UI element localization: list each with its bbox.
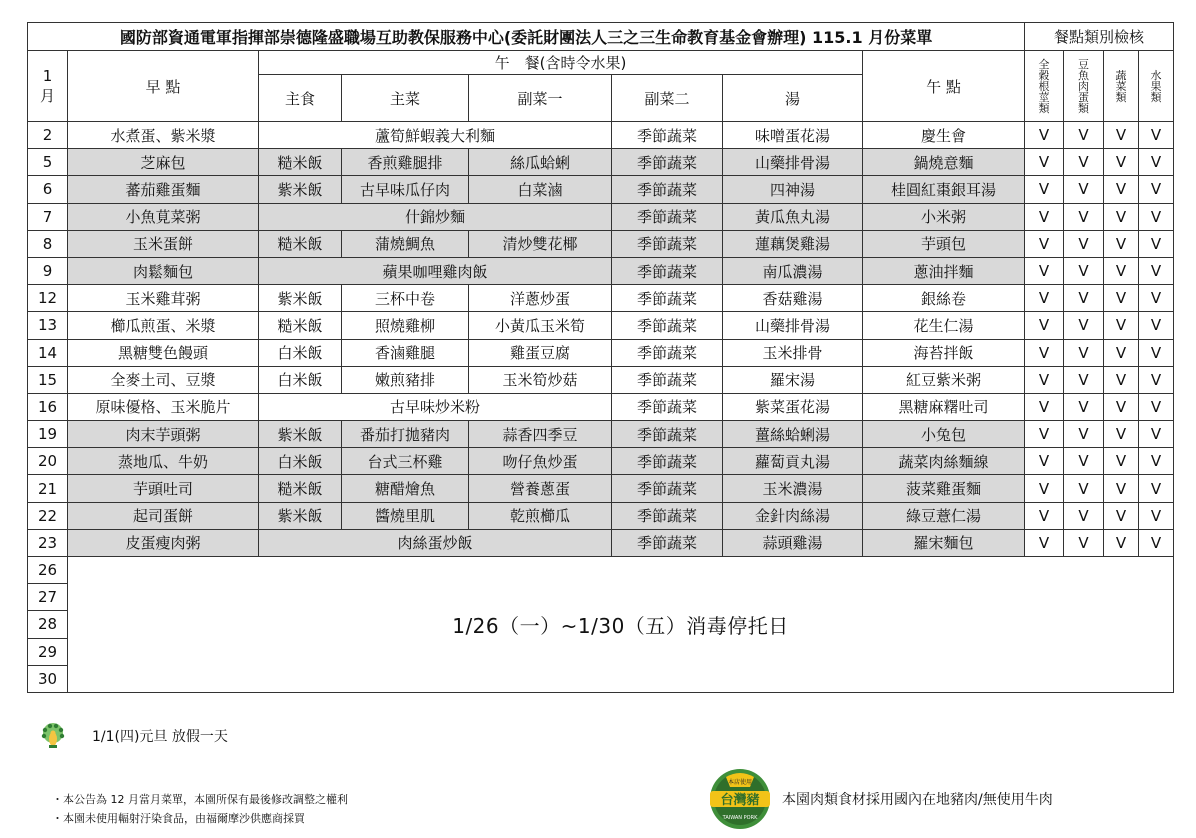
check-cell: V xyxy=(1025,149,1064,176)
soup-cell: 紫菜蛋花湯 xyxy=(723,393,863,420)
side1-header: 副菜一 xyxy=(469,75,612,122)
main-cell: 嫩煎豬排 xyxy=(342,366,469,393)
snack-cell: 海苔拌飯 xyxy=(863,339,1025,366)
check-cell: V xyxy=(1104,230,1139,257)
taiwan-pork-note xyxy=(706,767,1053,831)
side1-cell: 玉米筍炒菇 xyxy=(469,366,612,393)
check-col-char: 類 xyxy=(1078,101,1090,115)
snack-cell: 羅宋麵包 xyxy=(863,529,1025,556)
side2-cell: 季節蔬菜 xyxy=(612,285,723,312)
check-cell: V xyxy=(1064,257,1104,284)
check-cell: V xyxy=(1104,312,1139,339)
lunch-combined-cell: 蘋果咖哩雞肉飯 xyxy=(259,257,612,284)
lunch-combined-cell: 肉絲蛋炒飯 xyxy=(259,529,612,556)
side1-cell: 清炒雙花椰 xyxy=(469,230,612,257)
footnote-item: ・本公告為 12 月當月菜單，本園所保有最後修改調整之權利 xyxy=(52,793,348,806)
day-cell: 27 xyxy=(28,584,68,611)
side2-cell: 季節蔬菜 xyxy=(612,203,723,230)
day-cell: 14 xyxy=(28,339,68,366)
check-cell: V xyxy=(1139,421,1174,448)
main-cell: 醬燒里肌 xyxy=(342,502,469,529)
table-row xyxy=(28,529,1174,556)
main-cell: 蒲燒鯛魚 xyxy=(342,230,469,257)
staple-cell: 紫米飯 xyxy=(259,421,342,448)
check-cell: V xyxy=(1139,312,1174,339)
soup-cell: 玉米排骨 xyxy=(723,339,863,366)
check-cell: V xyxy=(1104,393,1139,420)
table-row xyxy=(28,230,1174,257)
breakfast-cell: 小魚莧菜粥 xyxy=(68,203,259,230)
side2-cell: 季節蔬菜 xyxy=(612,529,723,556)
staple-cell: 紫米飯 xyxy=(259,285,342,312)
soup-cell: 南瓜濃湯 xyxy=(723,257,863,284)
check-cell: V xyxy=(1025,203,1064,230)
check-col-char: 類 xyxy=(1038,101,1050,115)
check-col-char: 豆 xyxy=(1078,57,1090,71)
staple-cell: 糙米飯 xyxy=(259,475,342,502)
check-cell: V xyxy=(1139,448,1174,475)
breakfast-cell: 蒸地瓜、牛奶 xyxy=(68,448,259,475)
check-col-grains xyxy=(1025,51,1064,122)
soup-header: 湯 xyxy=(723,75,863,122)
check-cell: V xyxy=(1104,448,1139,475)
check-cell: V xyxy=(1104,176,1139,203)
day-cell: 16 xyxy=(28,393,68,420)
check-cell: V xyxy=(1104,421,1139,448)
side1-cell: 雞蛋豆腐 xyxy=(469,339,612,366)
check-cell: V xyxy=(1139,230,1174,257)
check-cell: V xyxy=(1064,339,1104,366)
main-cell: 照燒雞柳 xyxy=(342,312,469,339)
breakfast-cell: 皮蛋瘦肉粥 xyxy=(68,529,259,556)
breakfast-header: 早 點 xyxy=(68,51,259,122)
table-row xyxy=(28,122,1174,149)
breakfast-cell: 肉鬆麵包 xyxy=(68,257,259,284)
day-cell: 23 xyxy=(28,529,68,556)
day-cell: 2 xyxy=(28,122,68,149)
taiwan-pork-logo xyxy=(706,767,774,831)
day-cell: 21 xyxy=(28,475,68,502)
check-cell: V xyxy=(1064,475,1104,502)
side2-header: 副菜二 xyxy=(612,75,723,122)
breakfast-cell: 黑糖雙色饅頭 xyxy=(68,339,259,366)
check-cell: V xyxy=(1139,475,1174,502)
check-col-char: 水 xyxy=(1150,68,1162,82)
snack-cell: 桂圓紅棗銀耳湯 xyxy=(863,176,1025,203)
side1-cell: 白菜滷 xyxy=(469,176,612,203)
soup-cell: 味噌蛋花湯 xyxy=(723,122,863,149)
side1-cell: 絲瓜蛤蜊 xyxy=(469,149,612,176)
month-char: 月 xyxy=(39,86,55,105)
staple-cell: 白米飯 xyxy=(259,339,342,366)
check-col-char: 穀 xyxy=(1038,68,1050,82)
side1-cell: 營養蔥蛋 xyxy=(469,475,612,502)
lunch-combined-cell: 蘆筍鮮蝦義大利麵 xyxy=(259,122,612,149)
check-col-char: 類 xyxy=(1115,90,1127,104)
table-row xyxy=(28,366,1174,393)
staple-cell: 白米飯 xyxy=(259,366,342,393)
check-cell: V xyxy=(1139,149,1174,176)
staple-cell: 紫米飯 xyxy=(259,502,342,529)
check-cell: V xyxy=(1139,257,1174,284)
check-cell: V xyxy=(1064,366,1104,393)
day-cell: 13 xyxy=(28,312,68,339)
svg-text:台灣豬: 台灣豬 xyxy=(720,793,760,808)
table-row xyxy=(28,203,1174,230)
snack-cell: 蔬菜肉絲麵線 xyxy=(863,448,1025,475)
soup-cell: 黃瓜魚丸湯 xyxy=(723,203,863,230)
side2-cell: 季節蔬菜 xyxy=(612,257,723,284)
staple-cell: 糙米飯 xyxy=(259,312,342,339)
soup-cell: 四神湯 xyxy=(723,176,863,203)
table-row xyxy=(28,257,1174,284)
day-cell: 28 xyxy=(28,611,68,638)
check-cell: V xyxy=(1104,529,1139,556)
main-cell: 香滷雞腿 xyxy=(342,339,469,366)
table-row xyxy=(28,421,1174,448)
snack-cell: 小兔包 xyxy=(863,421,1025,448)
staple-cell: 紫米飯 xyxy=(259,176,342,203)
side1-cell: 吻仔魚炒蛋 xyxy=(469,448,612,475)
soup-cell: 羅宋湯 xyxy=(723,366,863,393)
staple-cell: 白米飯 xyxy=(259,448,342,475)
check-cell: V xyxy=(1025,339,1064,366)
check-cell: V xyxy=(1025,285,1064,312)
table-row xyxy=(28,312,1174,339)
check-cell: V xyxy=(1025,448,1064,475)
check-cell: V xyxy=(1104,339,1139,366)
day-cell: 5 xyxy=(28,149,68,176)
check-cell: V xyxy=(1025,230,1064,257)
check-cell: V xyxy=(1025,421,1064,448)
check-cell: V xyxy=(1139,122,1174,149)
main-cell: 糖醋燴魚 xyxy=(342,475,469,502)
check-cell: V xyxy=(1104,122,1139,149)
breakfast-cell: 原味優格、玉米脆片 xyxy=(68,393,259,420)
check-cell: V xyxy=(1064,312,1104,339)
check-cell: V xyxy=(1025,393,1064,420)
svg-text:本店使用: 本店使用 xyxy=(727,779,753,786)
check-col-char: 魚 xyxy=(1078,68,1090,82)
check-cell: V xyxy=(1064,421,1104,448)
breakfast-cell: 芋頭吐司 xyxy=(68,475,259,502)
holiday-note-text: 1/1(四)元旦 放假一天 xyxy=(92,729,228,745)
check-cell: V xyxy=(1104,285,1139,312)
day-cell: 19 xyxy=(28,421,68,448)
day-cell: 22 xyxy=(28,502,68,529)
table-row xyxy=(28,502,1174,529)
check-cell: V xyxy=(1064,203,1104,230)
staple-cell: 糙米飯 xyxy=(259,149,342,176)
snack-cell: 菠菜雞蛋麵 xyxy=(863,475,1025,502)
side2-cell: 季節蔬菜 xyxy=(612,230,723,257)
day-cell: 15 xyxy=(28,366,68,393)
footnotes xyxy=(52,790,348,828)
side2-cell: 季節蔬菜 xyxy=(612,176,723,203)
soup-cell: 薑絲蛤蜊湯 xyxy=(723,421,863,448)
check-cell: V xyxy=(1139,366,1174,393)
day-cell: 29 xyxy=(28,638,68,665)
check-col-char: 全 xyxy=(1038,57,1050,71)
check-col-vegetables xyxy=(1104,51,1139,122)
day-cell: 26 xyxy=(28,557,68,584)
table-row xyxy=(28,149,1174,176)
day-cell: 6 xyxy=(28,176,68,203)
check-cell: V xyxy=(1025,366,1064,393)
check-col-protein xyxy=(1064,51,1104,122)
lunch-combined-cell: 古早味炒米粉 xyxy=(259,393,612,420)
side1-cell: 洋蔥炒蛋 xyxy=(469,285,612,312)
day-cell: 7 xyxy=(28,203,68,230)
holiday-note xyxy=(36,722,228,750)
check-col-char: 蛋 xyxy=(1078,90,1090,104)
table-row xyxy=(28,557,1174,584)
snack-cell: 銀絲卷 xyxy=(863,285,1025,312)
lunch-header: 午 餐(含時令水果) xyxy=(259,51,863,75)
breakfast-cell: 全麥土司、豆漿 xyxy=(68,366,259,393)
soup-cell: 蘿蔔貢丸湯 xyxy=(723,448,863,475)
soup-cell: 蓮藕煲雞湯 xyxy=(723,230,863,257)
check-cell: V xyxy=(1139,393,1174,420)
check-cell: V xyxy=(1064,149,1104,176)
check-cell: V xyxy=(1064,448,1104,475)
side2-cell: 季節蔬菜 xyxy=(612,421,723,448)
check-cell: V xyxy=(1139,339,1174,366)
breakfast-cell: 起司蛋餅 xyxy=(68,502,259,529)
side2-cell: 季節蔬菜 xyxy=(612,475,723,502)
check-col-char: 根 xyxy=(1038,79,1050,93)
breakfast-cell: 肉末芋頭粥 xyxy=(68,421,259,448)
snack-cell: 黑糖麻糬吐司 xyxy=(863,393,1025,420)
snack-cell: 鍋燒意麵 xyxy=(863,149,1025,176)
table-row xyxy=(28,393,1174,420)
soup-cell: 山藥排骨湯 xyxy=(723,312,863,339)
check-col-char: 蔬 xyxy=(1115,68,1127,82)
snack-cell: 蔥油拌麵 xyxy=(863,257,1025,284)
main-cell: 台式三杯雞 xyxy=(342,448,469,475)
peacock-icon xyxy=(36,722,70,750)
snack-cell: 小米粥 xyxy=(863,203,1025,230)
day-cell: 20 xyxy=(28,448,68,475)
table-row xyxy=(28,339,1174,366)
soup-cell: 玉米濃湯 xyxy=(723,475,863,502)
soup-cell: 金針肉絲湯 xyxy=(723,502,863,529)
table-row xyxy=(28,448,1174,475)
side2-cell: 季節蔬菜 xyxy=(612,149,723,176)
check-cell: V xyxy=(1139,203,1174,230)
check-cell: V xyxy=(1064,230,1104,257)
side1-cell: 小黃瓜玉米筍 xyxy=(469,312,612,339)
snack-cell: 花生仁湯 xyxy=(863,312,1025,339)
table-row xyxy=(28,475,1174,502)
closed-notice: 1/26（一）~1/30（五）消毒停托日 xyxy=(68,557,1174,693)
check-header: 餐點類別檢核 xyxy=(1025,23,1174,51)
check-cell: V xyxy=(1064,176,1104,203)
snack-cell: 紅豆紫米粥 xyxy=(863,366,1025,393)
breakfast-cell: 玉米蛋餅 xyxy=(68,230,259,257)
check-cell: V xyxy=(1025,529,1064,556)
main-cell: 香煎雞腿排 xyxy=(342,149,469,176)
check-cell: V xyxy=(1104,475,1139,502)
day-cell: 30 xyxy=(28,665,68,692)
side2-cell: 季節蔬菜 xyxy=(612,366,723,393)
main-cell: 三杯中卷 xyxy=(342,285,469,312)
breakfast-cell: 玉米雞茸粥 xyxy=(68,285,259,312)
check-cell: V xyxy=(1025,257,1064,284)
check-cell: V xyxy=(1064,285,1104,312)
staple-cell: 糙米飯 xyxy=(259,230,342,257)
side2-cell: 季節蔬菜 xyxy=(612,122,723,149)
check-cell: V xyxy=(1064,122,1104,149)
pork-note-text: 本園肉類食材採用國內在地豬肉/無使用牛肉 xyxy=(782,792,1053,808)
snack-header: 午 點 xyxy=(863,51,1025,122)
month-header xyxy=(28,51,68,122)
side2-cell: 季節蔬菜 xyxy=(612,339,723,366)
check-cell: V xyxy=(1139,176,1174,203)
soup-cell: 蒜頭雞湯 xyxy=(723,529,863,556)
check-cell: V xyxy=(1025,176,1064,203)
side2-cell: 季節蔬菜 xyxy=(612,393,723,420)
breakfast-cell: 芝麻包 xyxy=(68,149,259,176)
check-cell: V xyxy=(1139,285,1174,312)
soup-cell: 山藥排骨湯 xyxy=(723,149,863,176)
snack-cell: 芋頭包 xyxy=(863,230,1025,257)
check-cell: V xyxy=(1025,502,1064,529)
snack-cell: 綠豆薏仁湯 xyxy=(863,502,1025,529)
table-row xyxy=(28,176,1174,203)
side2-cell: 季節蔬菜 xyxy=(612,502,723,529)
check-cell: V xyxy=(1064,529,1104,556)
soup-cell: 香菇雞湯 xyxy=(723,285,863,312)
check-cell: V xyxy=(1104,257,1139,284)
day-cell: 12 xyxy=(28,285,68,312)
check-cell: V xyxy=(1025,475,1064,502)
check-col-fruit xyxy=(1139,51,1174,122)
side1-cell: 乾煎櫛瓜 xyxy=(469,502,612,529)
check-cell: V xyxy=(1139,502,1174,529)
check-cell: V xyxy=(1104,502,1139,529)
lunch-combined-cell: 什錦炒麵 xyxy=(259,203,612,230)
check-cell: V xyxy=(1025,122,1064,149)
check-col-char: 果 xyxy=(1150,79,1162,93)
main-cell: 古早味瓜仔肉 xyxy=(342,176,469,203)
side2-cell: 季節蔬菜 xyxy=(612,312,723,339)
check-cell: V xyxy=(1064,502,1104,529)
breakfast-cell: 蕃茄雞蛋麵 xyxy=(68,176,259,203)
check-col-char: 類 xyxy=(1150,90,1162,104)
check-cell: V xyxy=(1064,393,1104,420)
side1-cell: 蒜香四季豆 xyxy=(469,421,612,448)
check-cell: V xyxy=(1025,312,1064,339)
month-number: 1 xyxy=(42,66,53,85)
check-col-char: 莖 xyxy=(1038,90,1050,104)
table-row xyxy=(28,285,1174,312)
check-cell: V xyxy=(1104,203,1139,230)
snack-cell: 慶生會 xyxy=(863,122,1025,149)
footnote-item: ・本園未使用輻射汙染食品，由福爾摩沙供應商採買 xyxy=(52,812,305,825)
check-cell: V xyxy=(1104,149,1139,176)
menu-table xyxy=(27,22,1174,693)
menu-title: 國防部資通電軍指揮部崇德隆盛職場互助教保服務中心(委託財團法人三之三生命教育基金會辦理) 115.1 月份菜單 xyxy=(28,23,1025,51)
breakfast-cell: 水煮蛋、紫米漿 xyxy=(68,122,259,149)
day-cell: 9 xyxy=(28,257,68,284)
staple-header: 主食 xyxy=(259,75,342,122)
side2-cell: 季節蔬菜 xyxy=(612,448,723,475)
check-col-char: 肉 xyxy=(1078,79,1090,93)
main-cell: 番茄打拋豬肉 xyxy=(342,421,469,448)
day-cell: 8 xyxy=(28,230,68,257)
check-cell: V xyxy=(1104,366,1139,393)
svg-text:TAIWAN PORK: TAIWAN PORK xyxy=(722,815,758,821)
check-cell: V xyxy=(1139,529,1174,556)
breakfast-cell: 櫛瓜煎蛋、米漿 xyxy=(68,312,259,339)
check-col-char: 菜 xyxy=(1115,79,1127,93)
main-header: 主菜 xyxy=(342,75,469,122)
